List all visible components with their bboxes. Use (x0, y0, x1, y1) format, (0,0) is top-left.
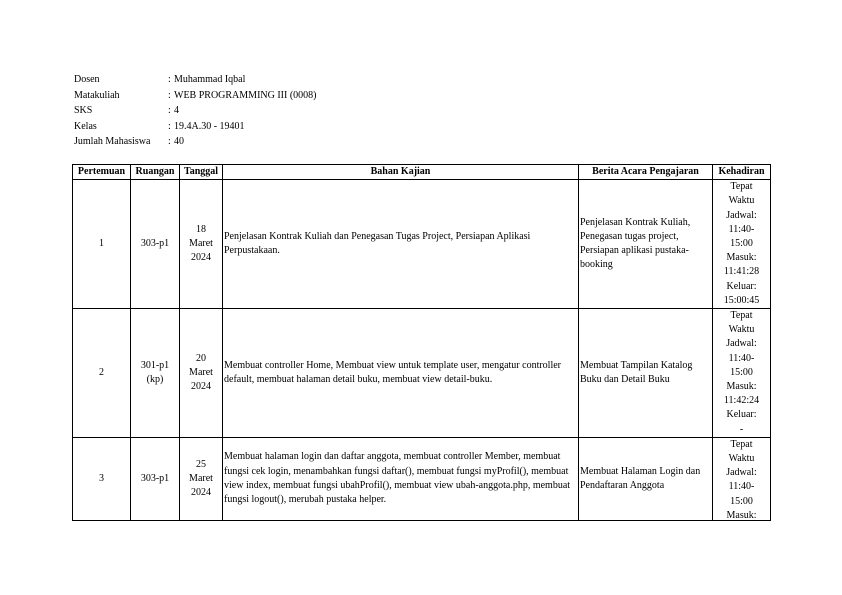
kelas-label: Kelas (74, 120, 97, 132)
kehadiran-line: 15:00:45 (723, 294, 760, 306)
header-kehadiran: Kehadiran (713, 165, 771, 180)
tanggal-day: 18 (196, 223, 206, 235)
info-row-matakuliah (74, 88, 317, 104)
jumlah-value: 40 (174, 136, 184, 148)
kehadiran-line: Keluar: (726, 280, 757, 292)
header-tanggal: Tanggal (180, 165, 223, 180)
kehadiran-lines (714, 438, 769, 520)
kelas-value: 19.4A.30 - 19401 (174, 120, 245, 132)
matakuliah-label: Matakuliah (74, 89, 120, 101)
cell-ruangan (131, 309, 180, 438)
kehadiran-line: 11:41:28 (723, 266, 760, 278)
kehadiran-line: Tepat (730, 181, 753, 193)
separator: : (168, 89, 171, 101)
info-row-kelas (74, 119, 317, 135)
course-info (74, 72, 317, 150)
header-ruangan: Ruangan (131, 165, 180, 180)
kehadiran-line: 15:00 (730, 238, 753, 250)
kehadiran-line: Jadwal: (726, 467, 757, 479)
tanggal-month: Maret (189, 472, 213, 484)
kehadiran-line: Tepat (730, 310, 753, 322)
header-berita-acara: Berita Acara Pengajaran (579, 165, 713, 180)
separator: : (168, 105, 171, 117)
kehadiran-line: Tepat (730, 438, 753, 450)
info-row-sks (74, 103, 317, 119)
sks-label: SKS (74, 105, 93, 117)
cell-tanggal (180, 309, 223, 438)
jumlah-label: Jumlah Mahasiswa (74, 136, 151, 148)
kehadiran-lines (714, 180, 769, 308)
cell-pertemuan: 3 (73, 437, 131, 520)
ruangan-line: (kp) (146, 373, 164, 385)
cell-bahan-kajian: Penjelasan Kontrak Kuliah dan Penegasan Tugas Project, Persiapan Aplikasi Perpustakaan. (223, 180, 579, 309)
cell-pertemuan: 1 (73, 180, 131, 309)
sks-value: 4 (174, 105, 179, 117)
cell-berita-acara: Penjelasan Kontrak Kuliah, Penegasan tugas project, Persiapan aplikasi pustaka-booking (579, 180, 713, 309)
table-row (73, 180, 771, 309)
separator: : (168, 136, 171, 148)
kehadiran-line: - (739, 423, 744, 435)
kehadiran-line: Masuk: (726, 252, 757, 264)
cell-kehadiran (713, 437, 771, 520)
attendance-table (72, 164, 771, 521)
header-pertemuan: Pertemuan (73, 165, 131, 180)
kehadiran-line: 15:00 (730, 366, 753, 378)
matakuliah-value: WEB PROGRAMMING III (0008) (174, 89, 317, 101)
tanggal-year: 2024 (191, 486, 211, 498)
dosen-label: Dosen (74, 74, 100, 86)
cell-ruangan: 303-p1 (131, 180, 180, 309)
kehadiran-line: Keluar: (726, 409, 757, 421)
kehadiran-line: Jadwal: (726, 338, 757, 350)
kehadiran-line: Jadwal: (726, 209, 757, 221)
kehadiran-line: Masuk: (726, 381, 757, 393)
tanggal-day: 20 (196, 352, 206, 364)
kehadiran-line: 11:40- (728, 223, 755, 235)
kehadiran-line: Waktu (728, 324, 755, 336)
kehadiran-line: 11:40- (728, 481, 755, 493)
header-bahan-kajian: Bahan Kajian (223, 165, 579, 180)
tanggal-year: 2024 (191, 381, 211, 393)
cell-kehadiran (713, 180, 771, 309)
cell-bahan-kajian: Membuat controller Home, Membuat view untuk template user, mengatur controller default, membuat halaman detail buku, membuat view detail-buku. (223, 309, 579, 438)
info-row-jumlah (74, 134, 317, 150)
kehadiran-line: Waktu (728, 195, 755, 207)
tanggal-year: 2024 (191, 252, 211, 264)
separator: : (168, 74, 171, 86)
cell-berita-acara: Membuat Tampilan Katalog Buku dan Detail Buku (579, 309, 713, 438)
separator: : (168, 120, 171, 132)
tanggal-month: Maret (189, 366, 213, 378)
kehadiran-line: 15:00 (730, 495, 753, 507)
cell-tanggal (180, 180, 223, 309)
table-header-row (73, 165, 771, 180)
kehadiran-line: Waktu (728, 453, 755, 465)
kehadiran-line: Masuk: (726, 509, 757, 520)
tanggal-month: Maret (189, 238, 213, 250)
dosen-value: Muhammad Iqbal (174, 74, 246, 86)
cell-pertemuan: 2 (73, 309, 131, 438)
cell-ruangan: 303-p1 (131, 437, 180, 520)
table-row (73, 437, 771, 520)
table-row (73, 309, 771, 438)
cell-tanggal (180, 437, 223, 520)
cell-berita-acara: Membuat Halaman Login dan Pendaftaran Anggota (579, 437, 713, 520)
kehadiran-line: 11:40- (728, 352, 755, 364)
kehadiran-lines (714, 309, 769, 437)
cell-kehadiran (713, 309, 771, 438)
kehadiran-line: 11:42:24 (723, 395, 760, 407)
cell-bahan-kajian: Membuat halaman login dan daftar anggota, membuat controller Member, membuat fungsi cek login, menambahkan fungsi daftar(), membuat fungsi myProfil(), membuat view index, membuat fungsi ubahProfil(), membuat view ubah-anggota.php, membuat fungsi logout(), merubah pustaka helper. (223, 437, 579, 520)
ruangan-line: 301-p1 (140, 359, 170, 371)
tanggal-day: 25 (196, 458, 206, 470)
info-row-dosen (74, 72, 317, 88)
